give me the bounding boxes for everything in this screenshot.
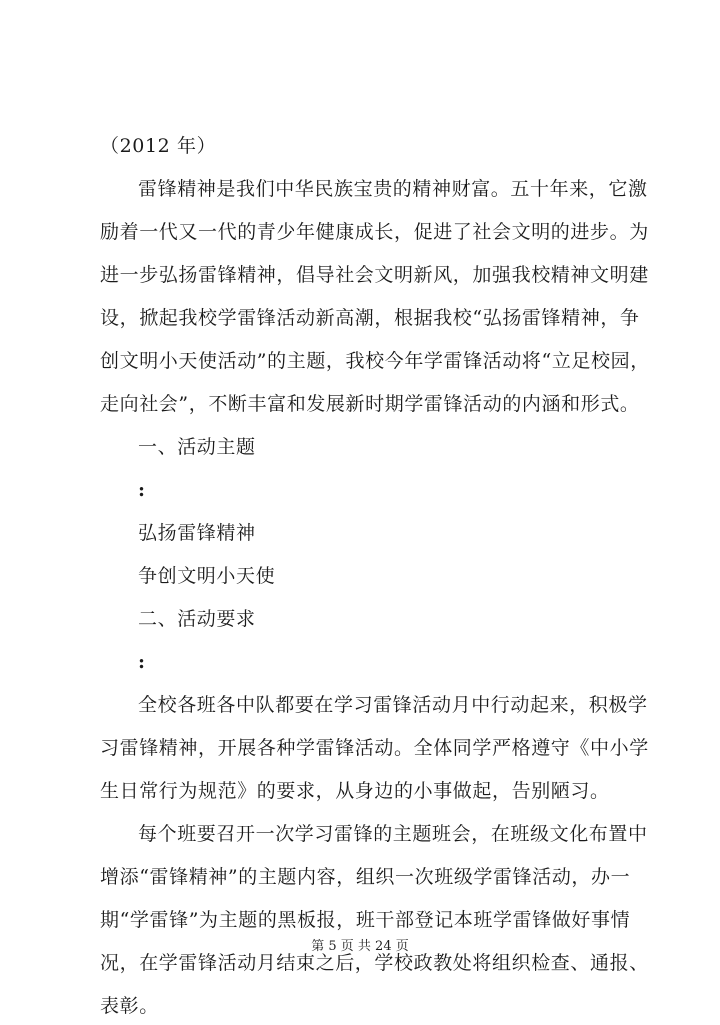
requirement-para-2-line-4: 况，在学雷锋活动月结束之后，学校政教处将组织检查、通报、: [100, 952, 649, 974]
theme-item-1: 弘扬雷锋精神: [138, 522, 256, 544]
requirement-para-1-line-2: 习雷锋精神，开展各种学雷锋活动。全体同学严格遵守《中小学: [100, 737, 649, 759]
intro-line-3: 进一步弘扬雷锋精神，倡导社会文明新风，加强我校精神文明建: [100, 264, 649, 286]
page-footer: 第 5 页 共 24 页: [311, 939, 409, 954]
section-1-colon: :: [138, 479, 146, 501]
requirement-para-1-line-1: 全校各班各中队都要在学习雷锋活动月中行动起来，积极学: [138, 694, 648, 716]
section-1-heading: 一、活动主题: [138, 436, 256, 458]
section-2-heading: 二、活动要求: [138, 608, 256, 630]
year-line: （2012 年）: [100, 135, 217, 157]
requirement-para-2-line-5: 表彰。: [100, 995, 159, 1017]
requirement-para-2-line-2: 增添“雷锋精神”的主题内容，组织一次班级学雷锋活动，办一: [100, 866, 631, 888]
theme-item-2: 争创文明小天使: [138, 565, 276, 587]
intro-line-4: 设，掀起我校学雷锋活动新高潮，根据我校“弘扬雷锋精神，争: [100, 307, 640, 329]
intro-line-1: 雷锋精神是我们中华民族宝贵的精神财富。五十年来，它激: [138, 178, 648, 200]
requirement-para-2-line-1: 每个班要召开一次学习雷锋的主题班会，在班级文化布置中: [138, 823, 648, 845]
requirement-para-2-line-3: 期“学雷锋”为主题的黑板报，班干部登记本班学雷锋做好事情: [100, 909, 631, 931]
intro-line-5: 创文明小天使活动”的主题，我校今年学雷锋活动将“立足校园，: [100, 350, 650, 372]
requirement-para-1-line-3: 生日常行为规范》的要求，从身边的小事做起，告别陋习。: [100, 780, 610, 802]
intro-line-2: 励着一代又一代的青少年健康成长，促进了社会文明的进步。为: [100, 221, 649, 243]
section-2-colon: :: [138, 651, 146, 673]
intro-line-6: 走向社会”，不断丰富和发展新时期学雷锋活动的内涵和形式。: [100, 393, 640, 415]
